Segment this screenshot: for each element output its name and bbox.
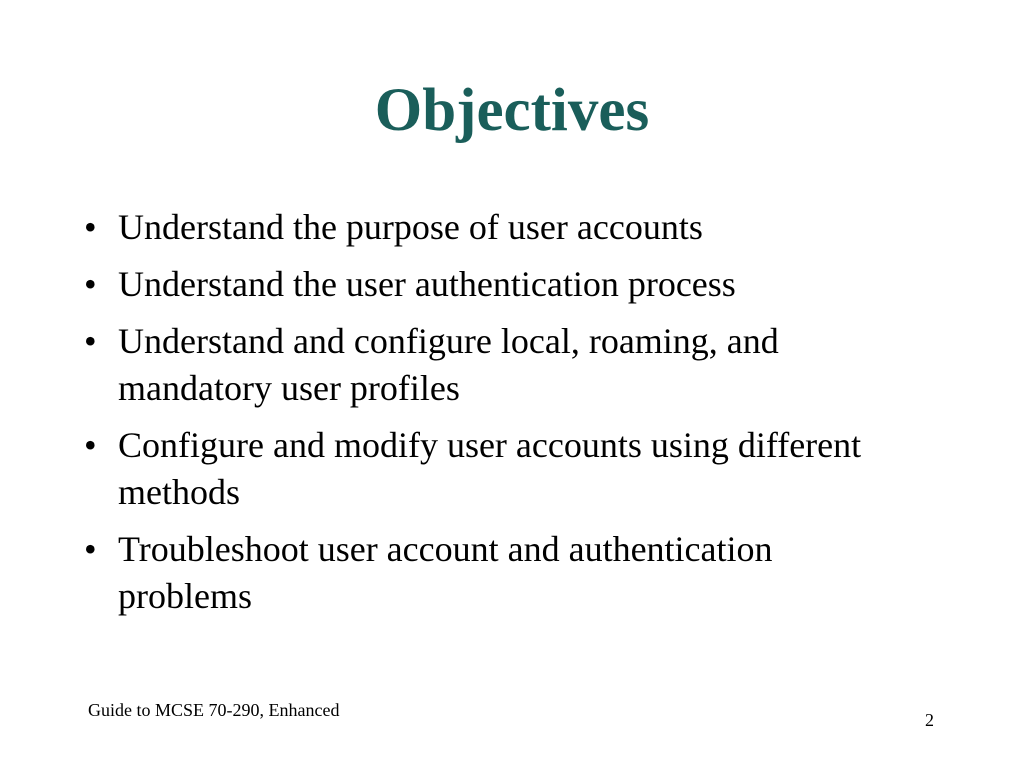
bullet-text: Understand and configure local, roaming, and mandatory user profiles bbox=[118, 321, 779, 408]
objectives-list bbox=[84, 204, 904, 630]
list-item bbox=[84, 318, 904, 412]
bullet-text: Understand the user authentication process bbox=[118, 264, 736, 304]
bullet-text: Understand the purpose of user accounts bbox=[118, 207, 703, 247]
list-item bbox=[84, 261, 904, 308]
bullet-icon: • bbox=[84, 207, 97, 247]
bullet-icon: • bbox=[84, 264, 97, 304]
bullet-icon: • bbox=[84, 321, 97, 361]
list-item bbox=[84, 526, 904, 620]
list-item bbox=[84, 204, 904, 251]
bullet-icon: • bbox=[84, 425, 97, 465]
footer-text: Guide to MCSE 70-290, Enhanced bbox=[88, 700, 340, 720]
list-item bbox=[84, 422, 904, 516]
page-number: 2 bbox=[925, 710, 934, 730]
slide-title: Objectives bbox=[374, 77, 650, 144]
bullet-text: Troubleshoot user account and authentication problems bbox=[118, 529, 773, 616]
bullet-icon: • bbox=[84, 529, 97, 569]
bullet-text: Configure and modify user accounts using different methods bbox=[118, 425, 862, 512]
